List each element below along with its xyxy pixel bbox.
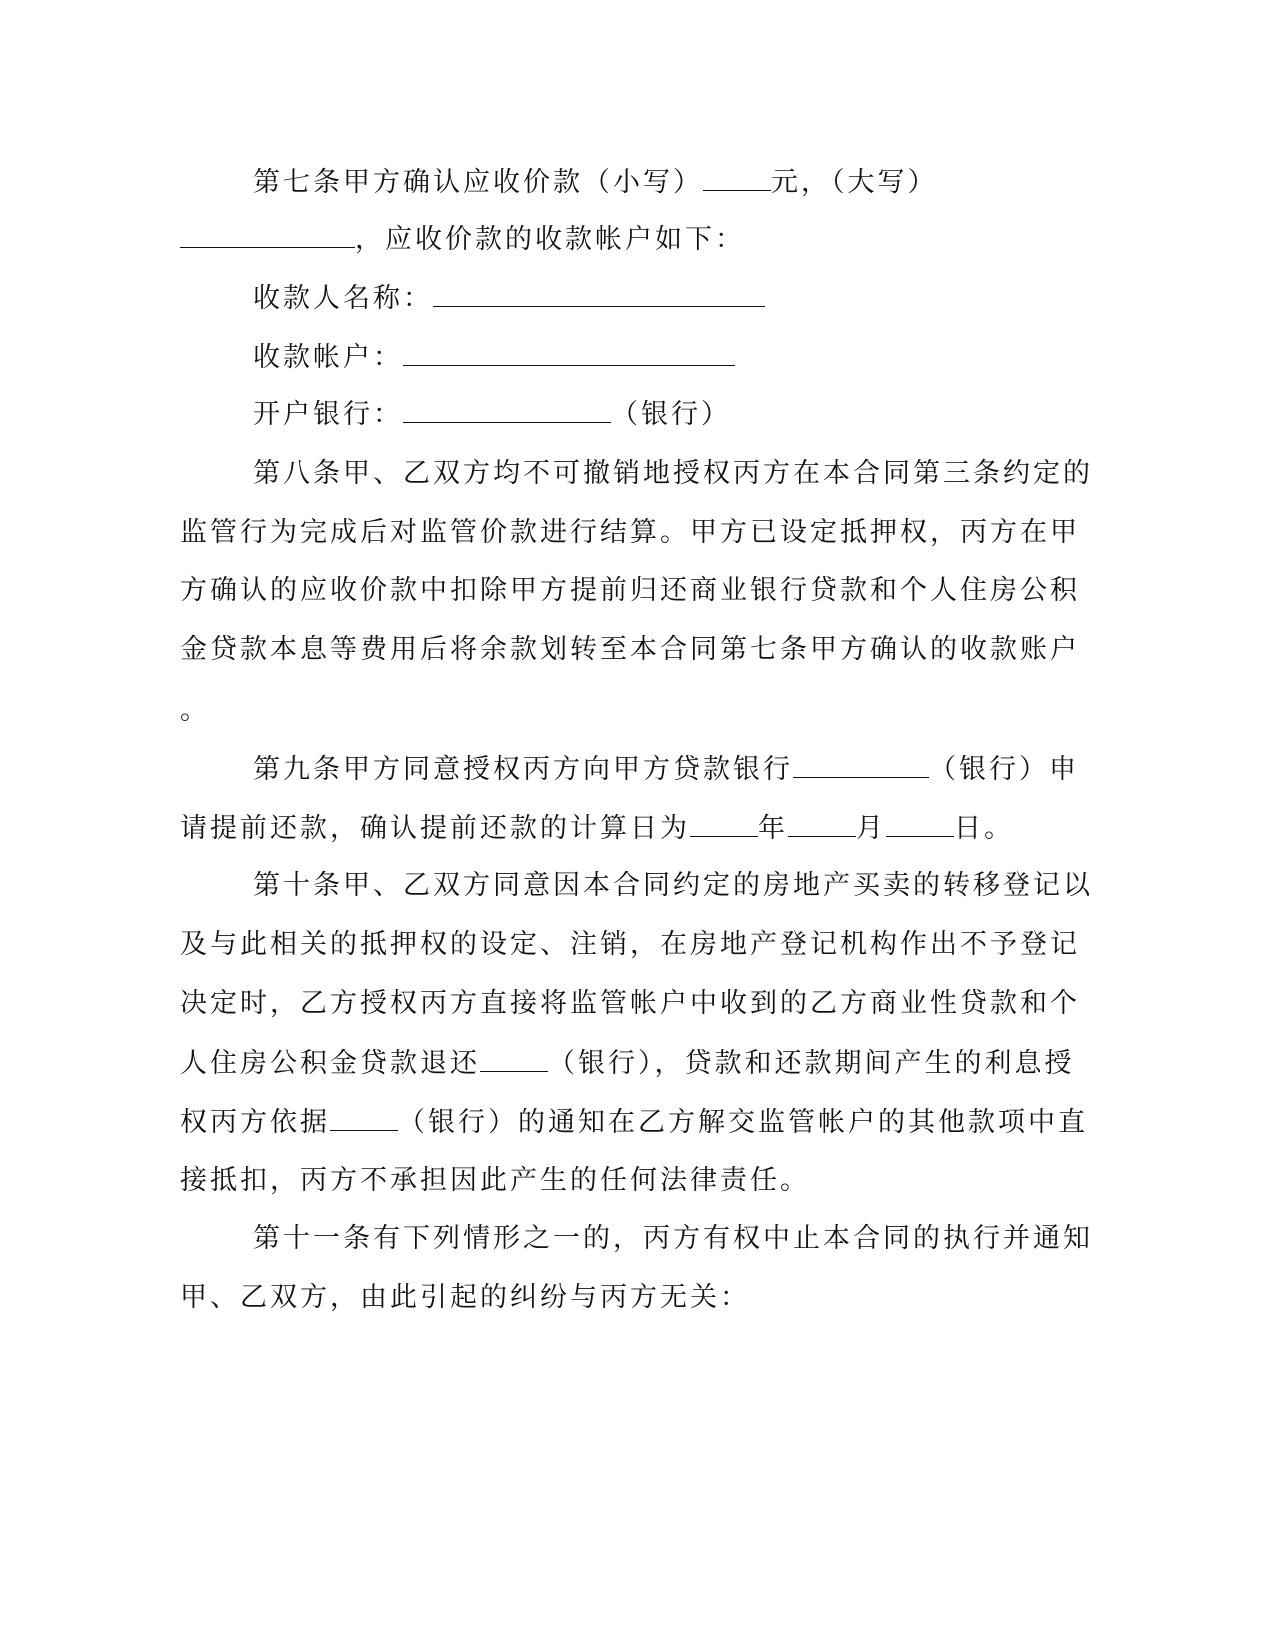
article9-text: （银行）申 (929, 754, 1079, 785)
bank-line (253, 394, 731, 435)
article8-line: 。 (180, 695, 210, 726)
day-blank (886, 808, 954, 837)
article8-line: 监管行为完成后对监管价款进行结算。甲方已设定抵押权，丙方在甲 (180, 517, 1080, 548)
payee-name-label: 收款人名称： (253, 283, 433, 314)
article7-line1 (253, 162, 938, 203)
bank-label: 开户银行： (253, 399, 403, 430)
payee-name-line (253, 278, 765, 319)
article10-line: 及与此相关的抵押权的设定、注销，在房地产登记机构作出不予登记 (180, 929, 1080, 960)
article10-line: 接抵扣，丙方不承担因此产生的任何法律责任。 (180, 1165, 810, 1196)
account-blank (403, 337, 735, 366)
amount-small-blank (703, 162, 771, 191)
article7-text: 第七条甲方确认应收价款（小写） (253, 167, 703, 198)
article10-line4 (180, 1043, 1075, 1084)
bank-blank (403, 394, 611, 423)
article7-line2 (180, 219, 745, 260)
article11-line: 甲、乙双方，由此引起的纠纷与丙方无关： (180, 1282, 750, 1313)
notice-bank-blank (330, 1102, 398, 1131)
article7-text: 元，（大写） (771, 167, 938, 198)
article11-line: 第十一条有下列情形之一的，丙方有权中止本合同的执行并通知 (253, 1223, 1093, 1254)
loan-bank-blank (793, 749, 929, 778)
bank-suffix: （银行） (611, 399, 731, 430)
article10-text: （银行），贷款和还款期间产生的利息授 (548, 1048, 1075, 1079)
article10-line: 决定时，乙方授权丙方直接将监管帐户中收到的乙方商业性贷款和个 (180, 988, 1080, 1019)
day-label: 日。 (954, 813, 1014, 844)
article9-line1 (253, 749, 1079, 790)
month-blank (788, 808, 856, 837)
article8-line: 第八条甲、乙双方均不可撤销地授权丙方在本合同第三条约定的 (253, 458, 1093, 489)
year-label: 年 (758, 813, 788, 844)
article8-line: 金贷款本息等费用后将余款划转至本合同第七条甲方确认的收款账户 (180, 634, 1080, 665)
article10-text: 人住房公积金贷款退还 (180, 1048, 480, 1079)
article10-line: 第十条甲、乙双方同意因本合同约定的房地产买卖的转移登记以 (253, 870, 1093, 901)
article9-text: 第九条甲方同意授权丙方向甲方贷款银行 (253, 754, 793, 785)
article10-text: （银行）的通知在乙方解交监管帐户的其他款项中直 (398, 1107, 1088, 1138)
article9-text: 请提前还款，确认提前还款的计算日为 (180, 813, 690, 844)
payee-name-blank (433, 278, 765, 307)
article10-text: 权丙方依据 (180, 1107, 330, 1138)
article9-line2 (180, 808, 1014, 849)
refund-bank-blank (480, 1043, 548, 1072)
account-label: 收款帐户： (253, 342, 403, 373)
article10-line5 (180, 1102, 1088, 1143)
amount-capital-blank (180, 219, 355, 248)
article8-line: 方确认的应收价款中扣除甲方提前归还商业银行贷款和个人住房公积 (180, 575, 1080, 606)
year-blank (690, 808, 758, 837)
article7-text: ，应收价款的收款帐户如下： (355, 224, 745, 255)
month-label: 月 (856, 813, 886, 844)
account-line (253, 337, 735, 378)
